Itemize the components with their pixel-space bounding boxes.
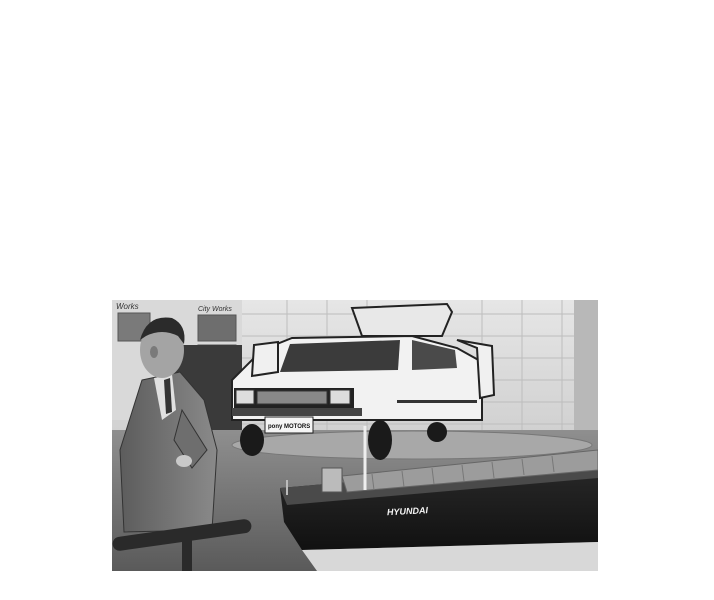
railing-post (182, 540, 192, 571)
ship-name: HYUNDAI (386, 505, 429, 518)
turntable-platform (232, 431, 592, 459)
right-pillar (574, 300, 598, 450)
display-frame-2 (198, 315, 236, 341)
exhibition-photo (112, 300, 598, 571)
car-plate-text: pony MOTORS (268, 424, 311, 430)
wall-sign-right: City Works (198, 306, 232, 313)
wall-sign-left: Works (116, 302, 139, 311)
